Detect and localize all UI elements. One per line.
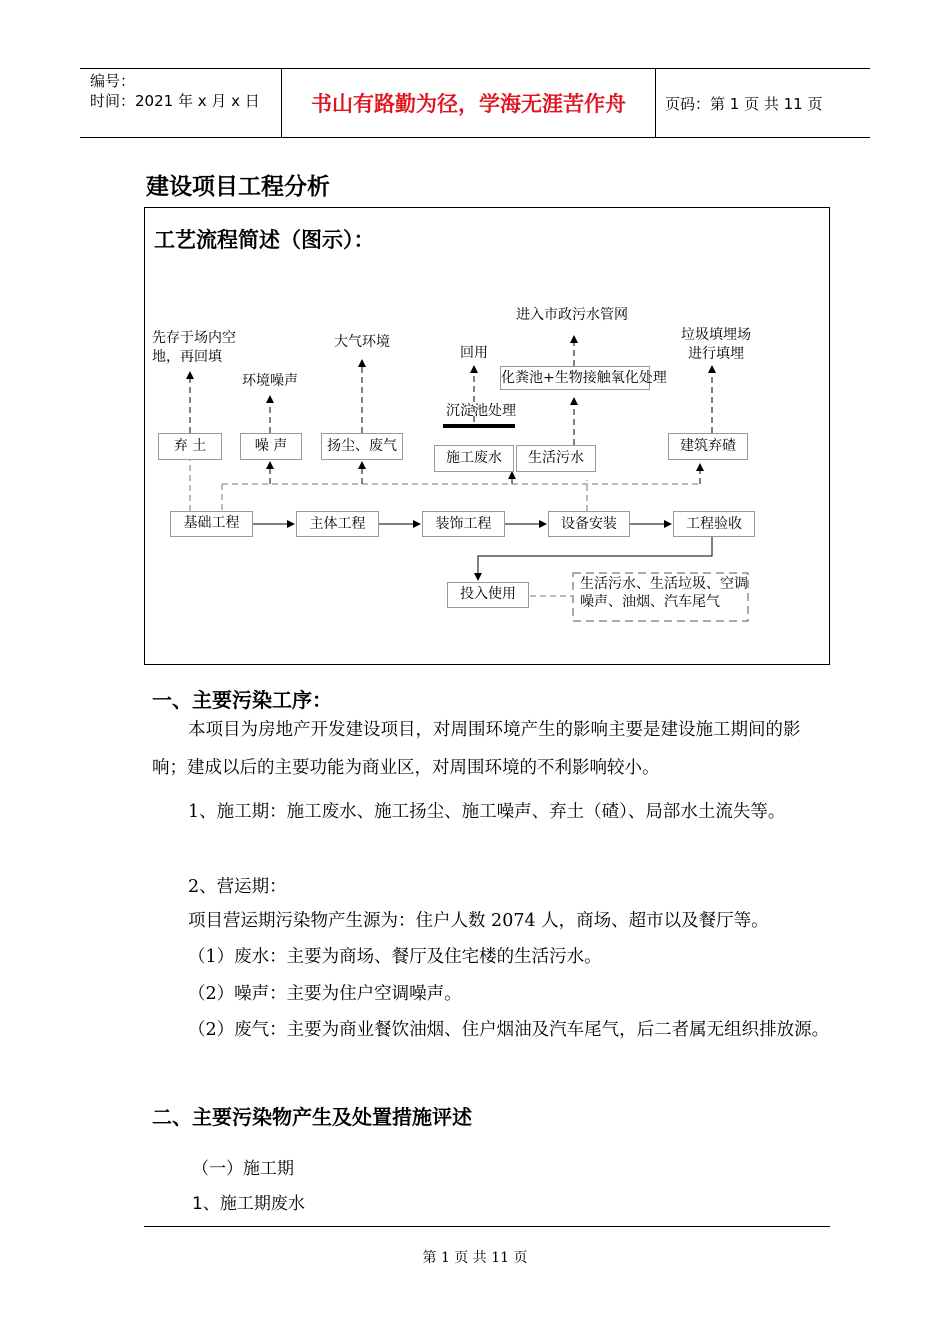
section1-intro: 本项目为房地产开发建设项目，对周围环境产生的影响主要是建设施工期间的影响；建成以后的主要功能为商业区，对周围环境的不利影响较小。 — [152, 720, 801, 778]
target-sewer: 进入市政污水管网 — [516, 307, 628, 323]
section1-heading: 一、主要污染工序： — [152, 688, 332, 712]
page-title: 建设项目工程分析 — [146, 174, 330, 200]
doc-time: 时间：2021 年 x 月 x 日 — [90, 92, 260, 110]
target-soil: 先存于场内空地，再回填 — [152, 330, 236, 365]
section1-item1: 1、施工期：施工废水、施工扬尘、施工噪声、弃土（碴）、局部水土流失等。 — [188, 802, 786, 822]
step-foundation: 基础工程 — [170, 511, 253, 537]
emission-dust: 扬尘、废气 — [321, 433, 403, 460]
step-main-structure: 主体工程 — [296, 511, 379, 537]
section1-item2: 2、营运期： — [188, 877, 287, 897]
footer-divider — [144, 1226, 830, 1227]
target-noise: 环境噪声 — [242, 373, 298, 389]
section2-heading: 二、主要污染物产生及处置措施评述 — [152, 1105, 472, 1129]
target-air: 大气环境 — [334, 334, 390, 350]
target-reuse: 回用 — [460, 345, 488, 361]
emission-construction-debris: 建筑弃碴 — [668, 433, 748, 460]
page-footer: 第 1 页 共 11 页 — [422, 1250, 528, 1266]
section1-p2: （2）噪声：主要为住户空调噪声。 — [188, 984, 462, 1004]
section1-p1: （1）废水：主要为商场、餐厅及住宅楼的生活污水。 — [188, 947, 602, 967]
septic-box: 化粪池+生物接触氧化处理 — [500, 366, 650, 390]
section1-item2-desc: 项目营运期污染物产生源为：住户人数 2074 人，商场、超市以及餐厅等。 — [188, 911, 769, 931]
motto: 书山有路勤为径，学海无涯苦作舟 — [281, 69, 656, 137]
step-use: 投入使用 — [447, 582, 529, 608]
emission-construction-wastewater: 施工废水 — [434, 445, 514, 472]
doc-number: 编号： — [90, 72, 136, 90]
target-landfill: 垃圾填埋场进行填埋 — [681, 327, 751, 362]
step-equipment: 设备安装 — [548, 511, 630, 537]
flow-diagram-title: 工艺流程简述（图示）： — [154, 228, 375, 252]
section2-sub1: （一）施工期 — [192, 1159, 294, 1179]
emission-noise: 噪 声 — [240, 433, 302, 460]
emission-domestic-sewage: 生活污水 — [516, 445, 596, 472]
sediment-label: 沉淀池处理 — [446, 403, 516, 419]
step-decoration: 装饰工程 — [422, 511, 505, 537]
step-acceptance: 工程验收 — [673, 511, 755, 537]
section1-p3: （2）废气：主要为商业餐饮油烟、住户烟油及汽车尾气，后二者属无组织排放源。 — [188, 1020, 830, 1040]
section2-sub2: 1、施工期废水 — [192, 1194, 305, 1214]
use-output: 生活污水、生活垃圾、空调噪声、油烟、汽车尾气 — [580, 576, 748, 610]
page-indicator: 页码：第 1 页 共 11 页 — [665, 95, 823, 113]
emission-soil: 弃 土 — [158, 433, 222, 460]
